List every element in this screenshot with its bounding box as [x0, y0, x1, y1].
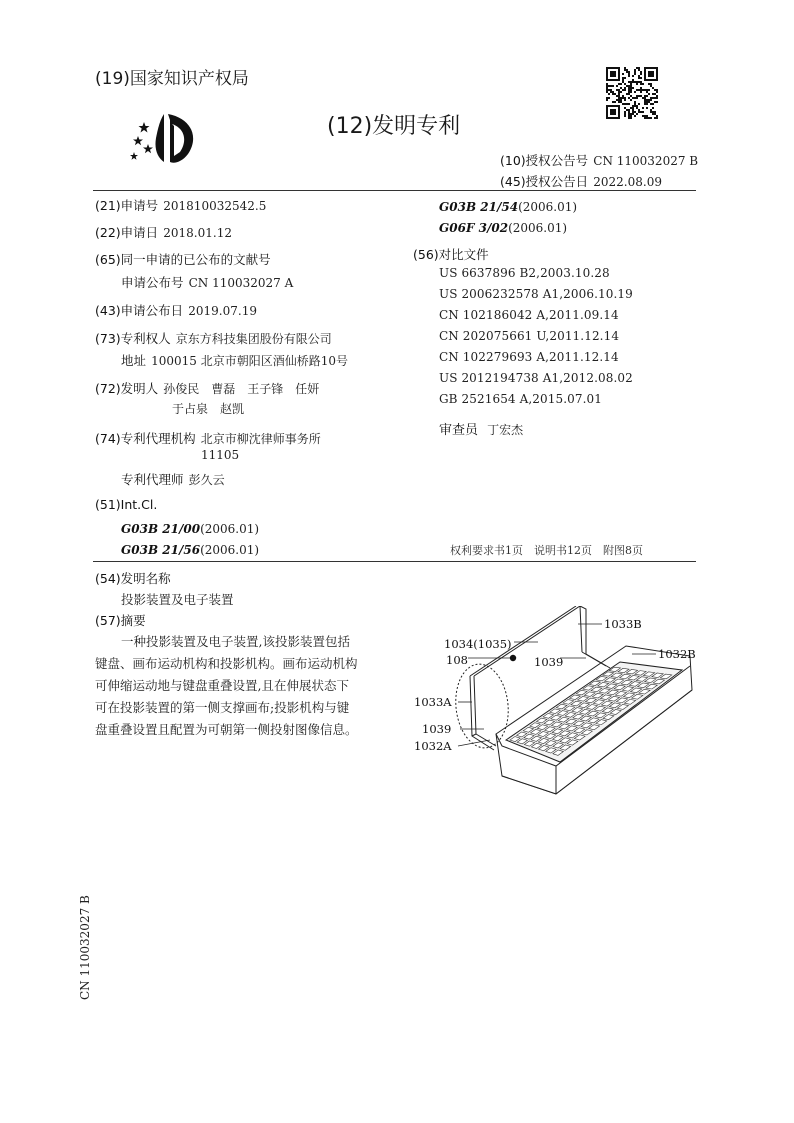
grant-number: CN 110032027 B [593, 154, 699, 168]
application-number-label: (21)申请号 [95, 198, 159, 213]
figure-label-1032a: 1032A [414, 739, 452, 753]
figure-label-1032b: 1032B [658, 647, 696, 661]
qr-code-image [606, 67, 658, 119]
address: 100015 北京市朝阳区酒仙桥路10号 [151, 354, 349, 368]
agency-label: (74)专利代理机构 [95, 431, 196, 446]
side-publication-number: CN 110032027 B [78, 895, 92, 1000]
application-date: 2018.01.12 [163, 226, 232, 240]
agency-code: 11105 [201, 448, 240, 462]
reference-item: US 2006232578 A1,2006.10.19 [439, 287, 633, 301]
invention-title: 投影装置及电子装置 [121, 592, 234, 607]
application-date-label: (22)申请日 [95, 225, 159, 240]
intcl-version: (2006.01) [518, 200, 578, 214]
patentee: 京东方科技集团股份有限公司 [175, 332, 332, 346]
reference-item: US 2012194738 A1,2012.08.02 [439, 371, 633, 385]
abstract-figure-keyboard-projector [410, 606, 700, 806]
intcl-entry [439, 217, 567, 236]
inventors-label: (72)发明人 [95, 381, 159, 396]
figure-label-1039-top: 1039 [534, 655, 564, 669]
agent-label: 专利代理师 [121, 472, 184, 487]
publication-number-row [121, 272, 293, 291]
document-type: (12)发明专利 [327, 114, 461, 139]
application-number: 201810032542.5 [163, 199, 267, 213]
intcl-label: (51)Int.Cl. [95, 497, 158, 512]
prior-publication-label: (65)同一申请的已公布的文献号 [95, 252, 271, 267]
abstract-label: (57)摘要 [95, 613, 146, 628]
cnipa-emblem-logo [128, 108, 208, 168]
examiner-row [439, 419, 523, 438]
intcl-code: G03B 21/00 [121, 522, 201, 536]
intcl-version: (2006.01) [200, 543, 260, 557]
publication-number: CN 110032027 A [188, 276, 294, 290]
abstract-line: 键盘、画布运动机构和投影机构。画布运动机构 [95, 656, 358, 671]
intcl-version: (2006.01) [200, 522, 260, 536]
abstract-line: 一种投影装置及电子装置,该投影装置包括 [121, 634, 350, 649]
intcl-code: G06F 3/02 [439, 221, 509, 235]
agent: 彭久云 [188, 473, 225, 487]
inventors-line1: 孙俊民 曹磊 王子锋 任妍 [163, 382, 320, 396]
intcl-entry [439, 196, 577, 215]
intcl-code: G03B 21/54 [439, 200, 519, 214]
header-divider [93, 190, 696, 191]
publication-date: 2019.07.19 [188, 304, 257, 318]
reference-item: CN 102186042 A,2011.09.14 [439, 308, 619, 322]
grant-number-row [500, 150, 698, 169]
intcl-entry [121, 539, 259, 558]
address-row [121, 350, 348, 369]
reference-item: US 6637896 B2,2003.10.28 [439, 266, 610, 280]
reference-item: CN 102279693 A,2011.12.14 [439, 350, 619, 364]
abstract-line: 可伸缩运动地与键盘重叠设置,且在伸展状态下 [95, 678, 349, 693]
application-date-row [95, 222, 232, 241]
publication-date-label: (43)申请公布日 [95, 303, 184, 318]
projector-marker [510, 655, 516, 661]
figure-label-1033a: 1033A [414, 695, 452, 709]
agency: 北京市柳沈律师事务所 [200, 432, 321, 446]
intcl-version: (2006.01) [508, 221, 568, 235]
patentee-row [95, 328, 332, 347]
inventors-row [95, 378, 319, 397]
grant-date-row [500, 171, 662, 190]
references-label: (56)对比文件 [413, 247, 489, 262]
section-divider [93, 561, 696, 562]
inventors-line2: 于占泉 赵凯 [172, 402, 245, 416]
agent-row [121, 469, 225, 488]
patentee-label: (73)专利权人 [95, 331, 171, 346]
address-label: 地址 [121, 353, 147, 368]
grant-date: 2022.08.09 [593, 175, 662, 189]
examiner-label: 审查员 [439, 423, 479, 438]
patent-office: (19)国家知识产权局 [95, 69, 249, 89]
examiner: 丁宏杰 [487, 423, 524, 437]
intcl-entry [121, 518, 259, 537]
figure-label-1033b: 1033B [604, 617, 642, 631]
application-number-row [95, 195, 266, 214]
figure-label-108: 108 [446, 653, 468, 667]
page-counts: 权利要求书1页 说明书12页 附图8页 [450, 544, 643, 557]
abstract-line: 盘重叠设置且配置为可朝第一侧投射图像信息。 [95, 722, 358, 737]
reference-item: CN 202075661 U,2011.12.14 [439, 329, 620, 343]
grant-number-label: (10)授权公告号 [500, 153, 589, 168]
publication-number-label: 申请公布号 [121, 275, 184, 290]
intcl-code: G03B 21/56 [121, 543, 201, 557]
abstract-line: 可在投影装置的第一侧支撑画布;投影机构与键 [95, 700, 350, 715]
reference-item: GB 2521654 A,2015.07.01 [439, 392, 602, 406]
publication-date-row [95, 300, 257, 319]
figure-label-1034: 1034(1035) [444, 637, 512, 651]
grant-date-label: (45)授权公告日 [500, 174, 589, 189]
invention-title-label: (54)发明名称 [95, 571, 171, 586]
figure-label-1039-left: 1039 [422, 722, 452, 736]
agency-row [95, 428, 321, 447]
